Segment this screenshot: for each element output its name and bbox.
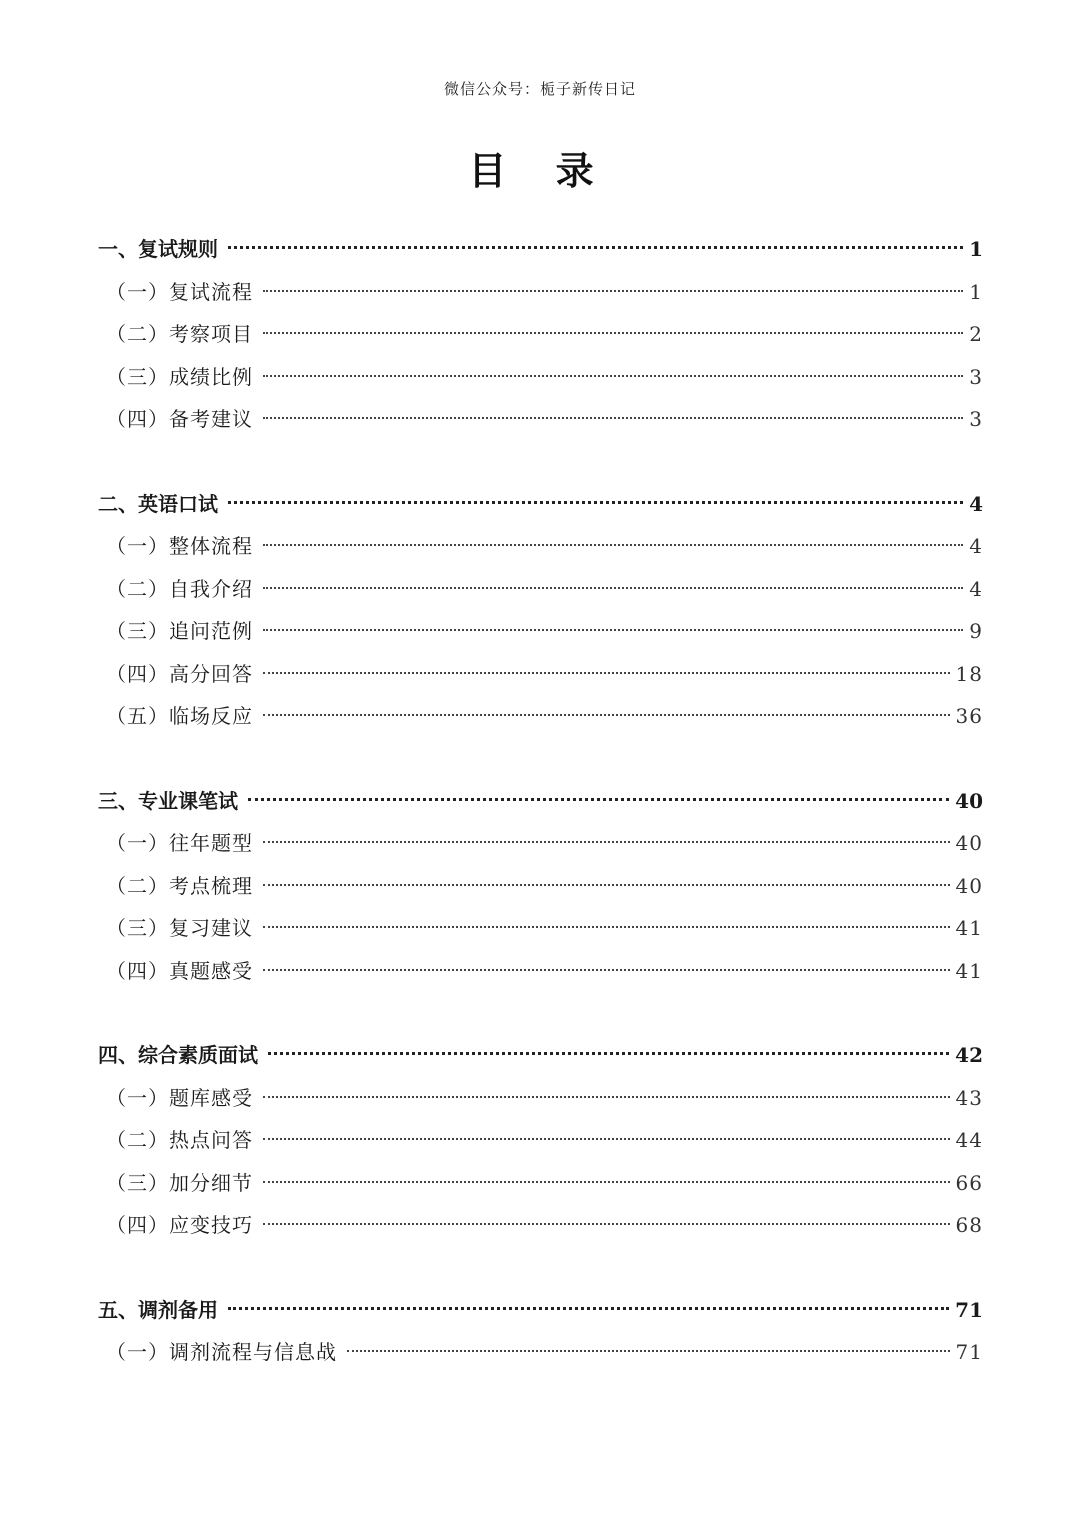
toc-main-entry[interactable]	[98, 483, 983, 526]
toc-sub-entry[interactable]	[98, 822, 983, 865]
toc-entry-label: （二）热点问答	[106, 1128, 253, 1152]
toc-section	[98, 228, 983, 441]
toc-sub-entry[interactable]	[98, 653, 983, 696]
dot-leader	[263, 672, 950, 674]
toc-section	[98, 780, 983, 993]
dot-leader	[263, 1096, 950, 1098]
toc-page-number: 44	[955, 1128, 983, 1152]
toc-section	[98, 1034, 983, 1247]
toc-sub-entry[interactable]	[98, 568, 983, 611]
dot-leader	[228, 1307, 949, 1310]
toc-sub-entry[interactable]	[98, 610, 983, 653]
toc-entry-label: （一）题库感受	[106, 1085, 253, 1110]
dot-leader	[268, 1052, 949, 1055]
toc-main-entry[interactable]	[98, 228, 983, 271]
toc-entry-label: 四、综合素质面试	[98, 1043, 258, 1067]
toc-entry-label: 三、专业课笔试	[98, 788, 238, 813]
toc-entry-label: （四）应变技巧	[106, 1213, 253, 1237]
toc-page-number: 3	[969, 364, 983, 389]
dot-leader	[263, 544, 963, 546]
dot-leader	[263, 1223, 950, 1225]
toc-sub-entry[interactable]	[98, 950, 983, 993]
toc-sub-entry[interactable]	[98, 1162, 983, 1205]
toc-section	[98, 1289, 983, 1374]
toc-page-number: 18	[955, 661, 983, 686]
toc-sub-entry[interactable]	[98, 1331, 983, 1374]
toc-page-number: 2	[969, 322, 983, 346]
toc-sub-entry[interactable]	[98, 907, 983, 950]
dot-leader	[263, 714, 950, 716]
toc-sub-entry[interactable]	[98, 356, 983, 399]
toc-sub-entry[interactable]	[98, 1204, 983, 1247]
toc-sub-entry[interactable]	[98, 695, 983, 738]
toc-main-entry[interactable]	[98, 780, 983, 823]
toc-entry-label: （三）复习建议	[106, 916, 253, 940]
toc-sub-entry[interactable]	[98, 398, 983, 441]
toc-page-number: 40	[955, 831, 983, 855]
toc-page-number: 4	[969, 576, 983, 601]
toc-entry-label: 五、调剂备用	[98, 1297, 218, 1322]
toc-page-number: 66	[955, 1170, 983, 1195]
header-note: 微信公众号：栀子新传日记	[443, 80, 636, 98]
toc-entry-label: （一）调剂流程与信息战	[106, 1340, 337, 1364]
toc-page-number: 41	[955, 916, 983, 940]
toc-sub-entry[interactable]	[98, 1077, 983, 1120]
toc-page-number: 4	[969, 534, 983, 558]
toc-entry-label: （一）整体流程	[106, 534, 253, 558]
dot-leader	[347, 1350, 950, 1352]
toc-main-entry[interactable]	[98, 1034, 983, 1077]
toc-entry-label: （二）考察项目	[106, 322, 253, 346]
toc-entry-label: （四）备考建议	[106, 407, 253, 431]
toc-entry-label: （二）自我介绍	[106, 576, 253, 601]
toc-page-number: 40	[955, 873, 983, 898]
toc-main-entry[interactable]	[98, 1289, 983, 1332]
page-title: 目 录	[468, 148, 612, 193]
toc-entry-label: （一）往年题型	[106, 831, 253, 855]
toc-page-number: 4	[969, 491, 983, 516]
toc-page-number: 41	[955, 958, 983, 983]
toc-entry-label: （二）考点梳理	[106, 873, 253, 898]
table-of-contents	[98, 228, 983, 1416]
toc-entry-label: 二、英语口试	[98, 491, 218, 516]
toc-entry-label: （三）追问范例	[106, 619, 253, 643]
toc-page-number: 71	[955, 1340, 983, 1364]
toc-sub-entry[interactable]	[98, 271, 983, 314]
toc-page-number: 68	[955, 1213, 983, 1237]
toc-page-number: 36	[955, 704, 983, 728]
toc-entry-label: （三）加分细节	[106, 1170, 253, 1195]
dot-leader	[228, 501, 963, 504]
dot-leader	[263, 1138, 950, 1140]
dot-leader	[263, 375, 963, 377]
toc-sub-entry[interactable]	[98, 313, 983, 356]
toc-page-number: 1	[969, 237, 983, 261]
toc-sub-entry[interactable]	[98, 1119, 983, 1162]
toc-page-number: 71	[955, 1297, 983, 1322]
toc-page-number: 40	[955, 788, 983, 813]
dot-leader	[228, 246, 963, 249]
dot-leader	[263, 841, 950, 843]
dot-leader	[263, 629, 963, 631]
toc-sub-entry[interactable]	[98, 525, 983, 568]
dot-leader	[248, 798, 949, 801]
toc-page-number: 42	[955, 1043, 983, 1067]
dot-leader	[263, 926, 950, 928]
toc-page-number: 9	[969, 619, 983, 643]
toc-page-number: 3	[969, 407, 983, 431]
dot-leader	[263, 417, 963, 419]
dot-leader	[263, 884, 950, 886]
toc-page-number: 43	[955, 1085, 983, 1110]
dot-leader	[263, 587, 963, 589]
toc-entry-label: 一、复试规则	[98, 237, 218, 261]
toc-entry-label: （四）高分回答	[106, 661, 253, 686]
dot-leader	[263, 332, 963, 334]
toc-page-number: 1	[969, 279, 983, 304]
toc-section	[98, 483, 983, 738]
dot-leader	[263, 290, 963, 292]
toc-entry-label: （一）复试流程	[106, 279, 253, 304]
dot-leader	[263, 1181, 950, 1183]
toc-entry-label: （三）成绩比例	[106, 364, 253, 389]
toc-sub-entry[interactable]	[98, 865, 983, 908]
toc-entry-label: （五）临场反应	[106, 704, 253, 728]
toc-entry-label: （四）真题感受	[106, 958, 253, 983]
dot-leader	[263, 969, 950, 971]
